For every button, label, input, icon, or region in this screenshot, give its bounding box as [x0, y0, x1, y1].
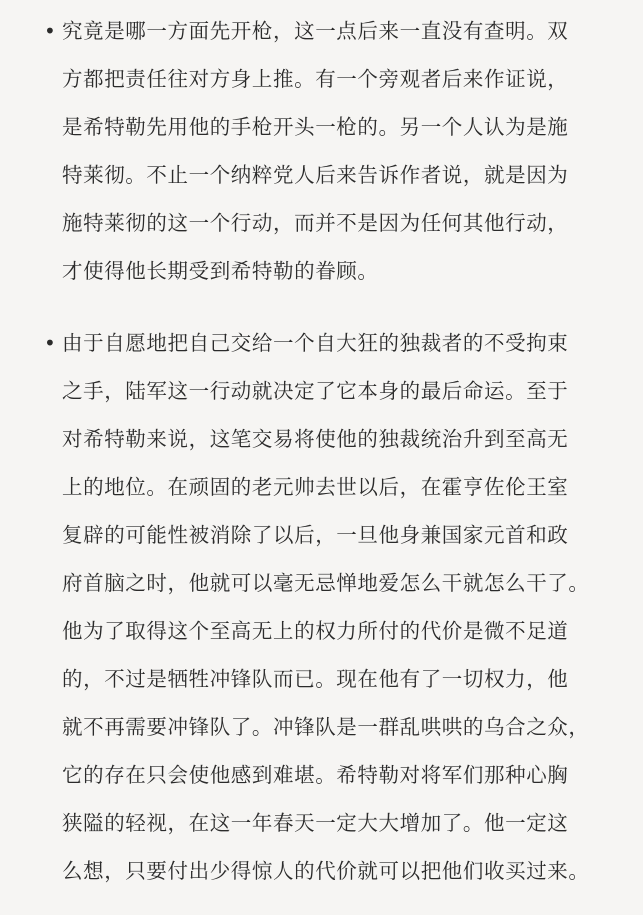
- paragraph-1-line-1: 究竟是哪一方面先开枪，这一点后来一直没有查明。双: [62, 19, 569, 43]
- paragraph-2-line-5: 复辟的可能性被消除了以后，一旦他身兼国家元首和政: [62, 523, 569, 547]
- paragraph-2-line-2: 之手，陆军这一行动就决定了它本身的最后命运。至于: [62, 379, 569, 403]
- paragraph-2-line-11: 狭隘的轻视，在这一年春天一定大大增加了。他一定这: [62, 811, 569, 835]
- paragraph-1-line-6: 才使得他长期受到希特勒的眷顾。: [62, 259, 379, 283]
- bullet-marker: •: [44, 19, 56, 43]
- paragraph-2-line-9: 就不再需要冲锋队了。冲锋队是一群乱哄哄的乌合之众，: [62, 715, 590, 739]
- bullet-marker: •: [44, 331, 56, 355]
- paragraph-2-line-4: 上的地位。在顽固的老元帅去世以后，在霍亨佐伦王室: [62, 475, 569, 499]
- paragraph-1-line-4: 特莱彻。不止一个纳粹党人后来告诉作者说，就是因为: [62, 163, 569, 187]
- paragraph-2-line-3: 对希特勒来说，这笔交易将使他的独裁统治升到至高无: [62, 427, 569, 451]
- paragraph-1-line-5: 施特莱彻的这一个行动，而并不是因为任何其他行动，: [62, 211, 569, 235]
- paragraph-1-line-2: 方都把责任往对方身上推。有一个旁观者后来作证说，: [62, 67, 569, 91]
- paragraph-2-line-1: 由于自愿地把自己交给一个自大狂的独裁者的不受拘束: [62, 331, 569, 355]
- paragraph-2-line-7: 他为了取得这个至高无上的权力所付的代价是微不足道: [62, 619, 569, 643]
- paragraph-1-line-3: 是希特勒先用他的手枪开头一枪的。另一个人认为是施: [62, 115, 569, 139]
- paragraph-2-line-12: 么想，只要付出少得惊人的代价就可以把他们收买过来。: [62, 859, 590, 883]
- paragraph-2-line-6: 府首脑之时，他就可以毫无忌惮地爱怎么干就怎么干了。: [62, 571, 590, 595]
- paragraph-2-line-10: 它的存在只会使他感到难堪。希特勒对将军们那种心胸: [62, 763, 569, 787]
- paragraph-2-line-8: 的，不过是牺牲冲锋队而已。现在他有了一切权力，他: [62, 667, 569, 691]
